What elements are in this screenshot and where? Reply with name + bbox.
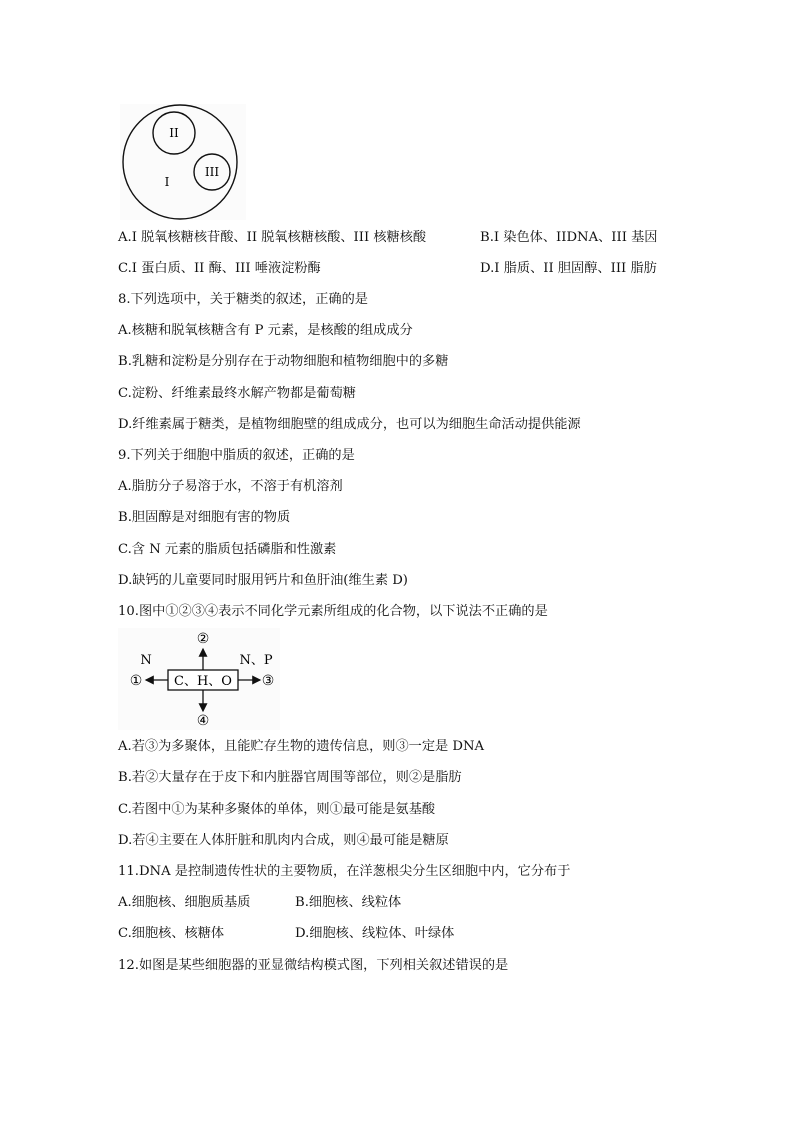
q7-option-d: D.I 脂质、II 胆固醇、III 脂肪 <box>480 261 657 276</box>
q10-option-b: B.若②大量存在于皮下和内脏器官周围等部位，则②是脂肪 <box>118 770 462 785</box>
q11-option-d: D.细胞核、线粒体、叶绿体 <box>295 926 455 941</box>
q12-stem: 12.如图是某些细胞器的亚显微结构模式图，下列相关叙述错误的是 <box>118 958 509 973</box>
q8-option-a: A.核糖和脱氧核糖含有 P 元素，是核酸的组成成分 <box>118 323 413 338</box>
compound-1: ① <box>129 673 143 689</box>
q11-option-c: C.细胞核、核糖体 <box>118 926 225 941</box>
q11-option-a: A.细胞核、细胞质基质 <box>118 895 251 910</box>
q7-option-c: C.I 蛋白质、II 酶、III 唾液淀粉酶 <box>118 261 321 276</box>
label-i: I <box>164 175 170 189</box>
element-diagram <box>118 628 280 730</box>
q11-stem: 11.DNA 是控制遗传性状的主要物质，在洋葱根尖分生区细胞中内，它分布于 <box>118 864 571 879</box>
q9-stem: 9.下列关于细胞中脂质的叙述，正确的是 <box>118 448 355 463</box>
q8-option-b: B.乳糖和淀粉是分别存在于动物细胞和植物细胞中的多糖 <box>118 354 449 369</box>
compound-2: ② <box>196 631 210 647</box>
label-ii: II <box>169 126 179 140</box>
q11-option-b: B.细胞核、线粒体 <box>295 895 402 910</box>
q10-option-a: A.若③为多聚体，且能贮存生物的遗传信息，则③一定是 DNA <box>118 739 485 754</box>
q7-option-b: B.I 染色体、IIDNA、III 基因 <box>480 230 658 245</box>
q9-option-d: D.缺钙的儿童要同时服用钙片和鱼肝油(维生素 D) <box>118 573 408 588</box>
compound-3: ③ <box>261 673 275 689</box>
element-np-label: N、P <box>239 653 273 668</box>
q8-option-c: C.淀粉、纤维素最终水解产物都是葡萄糖 <box>118 386 356 401</box>
q10-stem: 10.图中①②③④表示不同化学元素所组成的化合物，以下说法不正确的是 <box>118 604 548 619</box>
venn-diagram <box>118 104 248 220</box>
q10-option-c: C.若图中①为某种多聚体的单体，则①最可能是氨基酸 <box>118 802 436 817</box>
q10-option-d: D.若④主要在人体肝脏和肌肉内合成，则④最可能是糖原 <box>118 833 449 848</box>
q9-option-c: C.含 N 元素的脂质包括磷脂和性激素 <box>118 542 337 557</box>
q7-option-a: A.I 脱氧核糖核苷酸、II 脱氧核糖核酸、III 核糖核酸 <box>118 230 427 245</box>
element-n-label: N <box>140 653 152 668</box>
q8-stem: 8.下列选项中，关于糖类的叙述，正确的是 <box>118 292 368 307</box>
compound-4: ④ <box>196 713 210 729</box>
label-iii: III <box>204 165 220 179</box>
q9-option-a: A.脂肪分子易溶于水，不溶于有机溶剂 <box>118 479 343 494</box>
center-label: C、H、O <box>174 674 232 689</box>
q8-option-d: D.纤维素属于糖类，是植物细胞壁的组成成分，也可以为细胞生命活动提供能源 <box>118 417 581 432</box>
q9-option-b: B.胆固醇是对细胞有害的物质 <box>118 510 291 525</box>
